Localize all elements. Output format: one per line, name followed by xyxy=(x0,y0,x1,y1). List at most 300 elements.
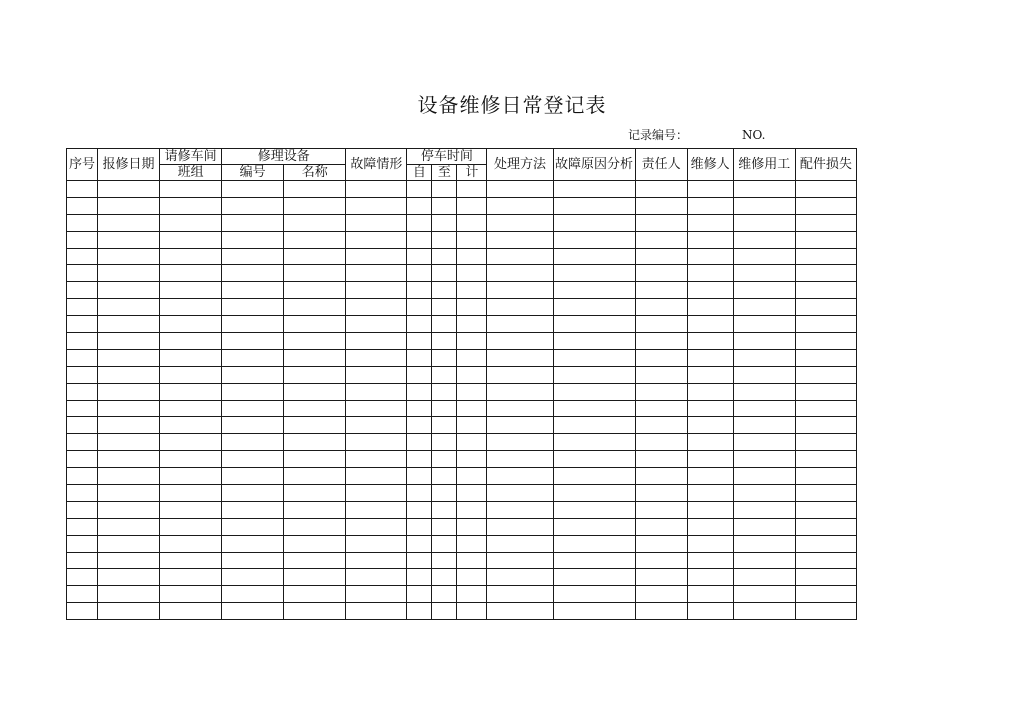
table-cell[interactable] xyxy=(795,349,856,366)
table-cell[interactable] xyxy=(407,603,432,620)
table-cell[interactable] xyxy=(432,603,457,620)
table-cell[interactable] xyxy=(98,518,160,535)
table-cell[interactable] xyxy=(635,552,687,569)
table-cell[interactable] xyxy=(733,366,795,383)
table-cell[interactable] xyxy=(635,383,687,400)
table-cell[interactable] xyxy=(635,214,687,231)
table-cell[interactable] xyxy=(222,366,284,383)
table-cell[interactable] xyxy=(160,333,222,350)
table-cell[interactable] xyxy=(553,366,635,383)
table-cell[interactable] xyxy=(160,603,222,620)
table-cell[interactable] xyxy=(407,265,432,282)
table-cell[interactable] xyxy=(553,485,635,502)
table-cell[interactable] xyxy=(635,586,687,603)
table-cell[interactable] xyxy=(284,231,346,248)
table-cell[interactable] xyxy=(67,586,98,603)
table-cell[interactable] xyxy=(160,434,222,451)
table-cell[interactable] xyxy=(67,501,98,518)
table-cell[interactable] xyxy=(284,417,346,434)
table-cell[interactable] xyxy=(160,181,222,198)
table-cell[interactable] xyxy=(457,299,487,316)
table-cell[interactable] xyxy=(284,552,346,569)
table-cell[interactable] xyxy=(160,383,222,400)
table-cell[interactable] xyxy=(346,231,407,248)
table-cell[interactable] xyxy=(432,518,457,535)
table-cell[interactable] xyxy=(98,552,160,569)
table-cell[interactable] xyxy=(487,366,553,383)
table-cell[interactable] xyxy=(67,366,98,383)
table-cell[interactable] xyxy=(553,468,635,485)
table-cell[interactable] xyxy=(284,603,346,620)
table-cell[interactable] xyxy=(733,434,795,451)
table-cell[interactable] xyxy=(407,400,432,417)
table-cell[interactable] xyxy=(284,197,346,214)
table-cell[interactable] xyxy=(98,468,160,485)
table-cell[interactable] xyxy=(635,501,687,518)
table-cell[interactable] xyxy=(222,214,284,231)
table-cell[interactable] xyxy=(635,265,687,282)
table-cell[interactable] xyxy=(407,434,432,451)
table-cell[interactable] xyxy=(457,400,487,417)
table-cell[interactable] xyxy=(98,349,160,366)
table-cell[interactable] xyxy=(346,400,407,417)
table-cell[interactable] xyxy=(733,451,795,468)
table-cell[interactable] xyxy=(160,366,222,383)
table-cell[interactable] xyxy=(284,349,346,366)
table-cell[interactable] xyxy=(687,282,733,299)
table-cell[interactable] xyxy=(160,231,222,248)
table-cell[interactable] xyxy=(553,333,635,350)
table-cell[interactable] xyxy=(67,248,98,265)
table-cell[interactable] xyxy=(487,535,553,552)
table-cell[interactable] xyxy=(635,468,687,485)
table-cell[interactable] xyxy=(553,535,635,552)
table-cell[interactable] xyxy=(553,214,635,231)
table-cell[interactable] xyxy=(553,434,635,451)
table-cell[interactable] xyxy=(67,265,98,282)
table-cell[interactable] xyxy=(67,535,98,552)
table-cell[interactable] xyxy=(222,282,284,299)
table-cell[interactable] xyxy=(407,333,432,350)
table-cell[interactable] xyxy=(284,518,346,535)
table-cell[interactable] xyxy=(487,485,553,502)
table-cell[interactable] xyxy=(432,535,457,552)
table-cell[interactable] xyxy=(407,518,432,535)
table-cell[interactable] xyxy=(733,349,795,366)
table-cell[interactable] xyxy=(67,333,98,350)
table-cell[interactable] xyxy=(487,501,553,518)
table-cell[interactable] xyxy=(457,451,487,468)
table-cell[interactable] xyxy=(687,349,733,366)
table-cell[interactable] xyxy=(687,299,733,316)
table-cell[interactable] xyxy=(553,518,635,535)
table-cell[interactable] xyxy=(635,197,687,214)
table-cell[interactable] xyxy=(457,417,487,434)
table-cell[interactable] xyxy=(160,552,222,569)
table-cell[interactable] xyxy=(222,451,284,468)
table-cell[interactable] xyxy=(222,501,284,518)
table-cell[interactable] xyxy=(795,603,856,620)
table-cell[interactable] xyxy=(553,417,635,434)
table-cell[interactable] xyxy=(457,181,487,198)
table-cell[interactable] xyxy=(346,434,407,451)
table-cell[interactable] xyxy=(160,316,222,333)
table-cell[interactable] xyxy=(795,451,856,468)
table-cell[interactable] xyxy=(222,417,284,434)
table-cell[interactable] xyxy=(487,248,553,265)
table-cell[interactable] xyxy=(98,299,160,316)
table-cell[interactable] xyxy=(687,468,733,485)
table-cell[interactable] xyxy=(407,248,432,265)
table-cell[interactable] xyxy=(432,181,457,198)
table-cell[interactable] xyxy=(407,214,432,231)
table-cell[interactable] xyxy=(284,468,346,485)
table-cell[interactable] xyxy=(407,383,432,400)
table-cell[interactable] xyxy=(98,366,160,383)
table-cell[interactable] xyxy=(432,282,457,299)
table-cell[interactable] xyxy=(733,282,795,299)
table-cell[interactable] xyxy=(67,282,98,299)
table-cell[interactable] xyxy=(432,248,457,265)
table-cell[interactable] xyxy=(795,214,856,231)
table-cell[interactable] xyxy=(67,299,98,316)
table-cell[interactable] xyxy=(687,518,733,535)
table-cell[interactable] xyxy=(222,569,284,586)
table-cell[interactable] xyxy=(67,485,98,502)
table-cell[interactable] xyxy=(795,383,856,400)
table-cell[interactable] xyxy=(635,181,687,198)
table-cell[interactable] xyxy=(795,181,856,198)
table-cell[interactable] xyxy=(160,485,222,502)
table-cell[interactable] xyxy=(635,333,687,350)
table-cell[interactable] xyxy=(284,181,346,198)
table-cell[interactable] xyxy=(160,400,222,417)
table-cell[interactable] xyxy=(98,485,160,502)
table-cell[interactable] xyxy=(432,400,457,417)
table-cell[interactable] xyxy=(67,451,98,468)
table-cell[interactable] xyxy=(67,231,98,248)
table-cell[interactable] xyxy=(687,197,733,214)
table-cell[interactable] xyxy=(457,501,487,518)
table-cell[interactable] xyxy=(67,316,98,333)
table-cell[interactable] xyxy=(553,501,635,518)
table-cell[interactable] xyxy=(795,400,856,417)
table-cell[interactable] xyxy=(67,603,98,620)
table-cell[interactable] xyxy=(795,265,856,282)
table-cell[interactable] xyxy=(687,214,733,231)
table-cell[interactable] xyxy=(733,333,795,350)
table-cell[interactable] xyxy=(284,501,346,518)
table-cell[interactable] xyxy=(222,299,284,316)
table-cell[interactable] xyxy=(795,231,856,248)
table-cell[interactable] xyxy=(795,535,856,552)
table-cell[interactable] xyxy=(98,214,160,231)
table-cell[interactable] xyxy=(635,299,687,316)
table-cell[interactable] xyxy=(67,400,98,417)
table-cell[interactable] xyxy=(67,468,98,485)
table-cell[interactable] xyxy=(635,417,687,434)
table-cell[interactable] xyxy=(160,214,222,231)
table-cell[interactable] xyxy=(222,383,284,400)
table-cell[interactable] xyxy=(346,181,407,198)
table-cell[interactable] xyxy=(553,383,635,400)
table-cell[interactable] xyxy=(67,197,98,214)
table-cell[interactable] xyxy=(346,197,407,214)
table-cell[interactable] xyxy=(432,299,457,316)
table-cell[interactable] xyxy=(346,383,407,400)
table-cell[interactable] xyxy=(553,282,635,299)
table-cell[interactable] xyxy=(635,451,687,468)
table-cell[interactable] xyxy=(687,181,733,198)
table-cell[interactable] xyxy=(98,586,160,603)
table-cell[interactable] xyxy=(687,434,733,451)
table-cell[interactable] xyxy=(98,282,160,299)
table-cell[interactable] xyxy=(733,417,795,434)
table-cell[interactable] xyxy=(457,535,487,552)
table-cell[interactable] xyxy=(222,535,284,552)
table-cell[interactable] xyxy=(733,265,795,282)
table-cell[interactable] xyxy=(346,265,407,282)
table-cell[interactable] xyxy=(553,586,635,603)
table-cell[interactable] xyxy=(160,451,222,468)
table-cell[interactable] xyxy=(553,265,635,282)
table-cell[interactable] xyxy=(160,265,222,282)
table-cell[interactable] xyxy=(407,417,432,434)
table-cell[interactable] xyxy=(553,181,635,198)
table-cell[interactable] xyxy=(487,197,553,214)
table-cell[interactable] xyxy=(284,400,346,417)
table-cell[interactable] xyxy=(687,485,733,502)
table-cell[interactable] xyxy=(487,468,553,485)
table-cell[interactable] xyxy=(687,316,733,333)
table-cell[interactable] xyxy=(687,265,733,282)
table-cell[interactable] xyxy=(222,231,284,248)
table-cell[interactable] xyxy=(160,282,222,299)
table-cell[interactable] xyxy=(284,282,346,299)
table-cell[interactable] xyxy=(635,485,687,502)
table-cell[interactable] xyxy=(635,603,687,620)
table-cell[interactable] xyxy=(487,552,553,569)
table-cell[interactable] xyxy=(346,535,407,552)
table-cell[interactable] xyxy=(222,434,284,451)
table-cell[interactable] xyxy=(432,214,457,231)
table-cell[interactable] xyxy=(432,417,457,434)
table-cell[interactable] xyxy=(284,485,346,502)
table-cell[interactable] xyxy=(487,451,553,468)
table-cell[interactable] xyxy=(553,400,635,417)
table-cell[interactable] xyxy=(487,231,553,248)
table-cell[interactable] xyxy=(635,349,687,366)
table-cell[interactable] xyxy=(457,214,487,231)
table-cell[interactable] xyxy=(687,603,733,620)
table-cell[interactable] xyxy=(284,586,346,603)
table-cell[interactable] xyxy=(284,265,346,282)
table-cell[interactable] xyxy=(67,434,98,451)
table-cell[interactable] xyxy=(635,434,687,451)
table-cell[interactable] xyxy=(284,535,346,552)
table-cell[interactable] xyxy=(687,333,733,350)
table-cell[interactable] xyxy=(432,265,457,282)
table-cell[interactable] xyxy=(346,603,407,620)
table-cell[interactable] xyxy=(284,316,346,333)
table-cell[interactable] xyxy=(687,417,733,434)
table-cell[interactable] xyxy=(98,603,160,620)
table-cell[interactable] xyxy=(635,231,687,248)
table-cell[interactable] xyxy=(795,518,856,535)
table-cell[interactable] xyxy=(795,282,856,299)
table-cell[interactable] xyxy=(795,434,856,451)
table-cell[interactable] xyxy=(346,366,407,383)
table-cell[interactable] xyxy=(432,349,457,366)
table-cell[interactable] xyxy=(553,299,635,316)
table-cell[interactable] xyxy=(733,248,795,265)
table-cell[interactable] xyxy=(407,451,432,468)
table-cell[interactable] xyxy=(346,282,407,299)
table-cell[interactable] xyxy=(222,248,284,265)
table-cell[interactable] xyxy=(733,181,795,198)
table-cell[interactable] xyxy=(346,248,407,265)
table-cell[interactable] xyxy=(407,366,432,383)
table-cell[interactable] xyxy=(407,181,432,198)
table-cell[interactable] xyxy=(98,383,160,400)
table-cell[interactable] xyxy=(687,366,733,383)
table-cell[interactable] xyxy=(487,569,553,586)
table-cell[interactable] xyxy=(553,197,635,214)
table-cell[interactable] xyxy=(733,316,795,333)
table-cell[interactable] xyxy=(284,214,346,231)
table-cell[interactable] xyxy=(432,333,457,350)
table-cell[interactable] xyxy=(733,383,795,400)
table-cell[interactable] xyxy=(553,569,635,586)
table-cell[interactable] xyxy=(487,400,553,417)
table-cell[interactable] xyxy=(407,282,432,299)
table-cell[interactable] xyxy=(635,569,687,586)
table-cell[interactable] xyxy=(687,383,733,400)
table-cell[interactable] xyxy=(457,282,487,299)
table-cell[interactable] xyxy=(457,316,487,333)
table-cell[interactable] xyxy=(407,316,432,333)
table-cell[interactable] xyxy=(346,485,407,502)
table-cell[interactable] xyxy=(795,552,856,569)
table-cell[interactable] xyxy=(346,586,407,603)
table-cell[interactable] xyxy=(98,181,160,198)
table-cell[interactable] xyxy=(222,197,284,214)
table-cell[interactable] xyxy=(346,417,407,434)
table-cell[interactable] xyxy=(67,214,98,231)
table-cell[interactable] xyxy=(160,197,222,214)
table-cell[interactable] xyxy=(98,231,160,248)
table-cell[interactable] xyxy=(687,400,733,417)
table-cell[interactable] xyxy=(733,535,795,552)
table-cell[interactable] xyxy=(733,603,795,620)
table-cell[interactable] xyxy=(553,231,635,248)
table-cell[interactable] xyxy=(346,518,407,535)
table-cell[interactable] xyxy=(687,451,733,468)
table-cell[interactable] xyxy=(98,501,160,518)
table-cell[interactable] xyxy=(432,569,457,586)
table-cell[interactable] xyxy=(635,248,687,265)
table-cell[interactable] xyxy=(346,333,407,350)
table-cell[interactable] xyxy=(67,383,98,400)
table-cell[interactable] xyxy=(457,518,487,535)
table-cell[interactable] xyxy=(284,451,346,468)
table-cell[interactable] xyxy=(687,231,733,248)
table-cell[interactable] xyxy=(98,248,160,265)
table-cell[interactable] xyxy=(733,586,795,603)
table-cell[interactable] xyxy=(553,349,635,366)
table-cell[interactable] xyxy=(160,501,222,518)
table-cell[interactable] xyxy=(98,316,160,333)
table-cell[interactable] xyxy=(795,299,856,316)
table-cell[interactable] xyxy=(284,248,346,265)
table-cell[interactable] xyxy=(98,434,160,451)
table-cell[interactable] xyxy=(284,569,346,586)
table-cell[interactable] xyxy=(432,383,457,400)
table-cell[interactable] xyxy=(687,569,733,586)
table-cell[interactable] xyxy=(346,349,407,366)
table-cell[interactable] xyxy=(432,586,457,603)
table-cell[interactable] xyxy=(346,451,407,468)
table-cell[interactable] xyxy=(553,248,635,265)
table-cell[interactable] xyxy=(222,316,284,333)
table-cell[interactable] xyxy=(487,299,553,316)
table-cell[interactable] xyxy=(432,451,457,468)
table-cell[interactable] xyxy=(160,468,222,485)
table-cell[interactable] xyxy=(346,299,407,316)
table-cell[interactable] xyxy=(407,468,432,485)
table-cell[interactable] xyxy=(795,586,856,603)
table-cell[interactable] xyxy=(67,552,98,569)
table-cell[interactable] xyxy=(98,417,160,434)
table-cell[interactable] xyxy=(432,231,457,248)
table-cell[interactable] xyxy=(733,569,795,586)
table-cell[interactable] xyxy=(457,231,487,248)
table-cell[interactable] xyxy=(222,468,284,485)
table-cell[interactable] xyxy=(407,485,432,502)
table-cell[interactable] xyxy=(457,434,487,451)
table-cell[interactable] xyxy=(457,603,487,620)
table-cell[interactable] xyxy=(67,518,98,535)
table-cell[interactable] xyxy=(457,248,487,265)
table-cell[interactable] xyxy=(733,400,795,417)
table-cell[interactable] xyxy=(795,569,856,586)
table-cell[interactable] xyxy=(733,468,795,485)
table-cell[interactable] xyxy=(487,586,553,603)
table-cell[interactable] xyxy=(407,299,432,316)
table-cell[interactable] xyxy=(487,316,553,333)
table-cell[interactable] xyxy=(160,518,222,535)
table-cell[interactable] xyxy=(553,451,635,468)
table-cell[interactable] xyxy=(346,316,407,333)
table-cell[interactable] xyxy=(284,333,346,350)
table-cell[interactable] xyxy=(733,197,795,214)
table-cell[interactable] xyxy=(67,417,98,434)
table-cell[interactable] xyxy=(346,214,407,231)
table-cell[interactable] xyxy=(487,349,553,366)
table-cell[interactable] xyxy=(553,552,635,569)
table-cell[interactable] xyxy=(432,485,457,502)
table-cell[interactable] xyxy=(222,518,284,535)
table-cell[interactable] xyxy=(222,349,284,366)
table-cell[interactable] xyxy=(635,366,687,383)
table-cell[interactable] xyxy=(432,552,457,569)
table-cell[interactable] xyxy=(407,197,432,214)
table-cell[interactable] xyxy=(795,197,856,214)
table-cell[interactable] xyxy=(160,349,222,366)
table-cell[interactable] xyxy=(457,197,487,214)
table-cell[interactable] xyxy=(432,468,457,485)
table-cell[interactable] xyxy=(733,214,795,231)
